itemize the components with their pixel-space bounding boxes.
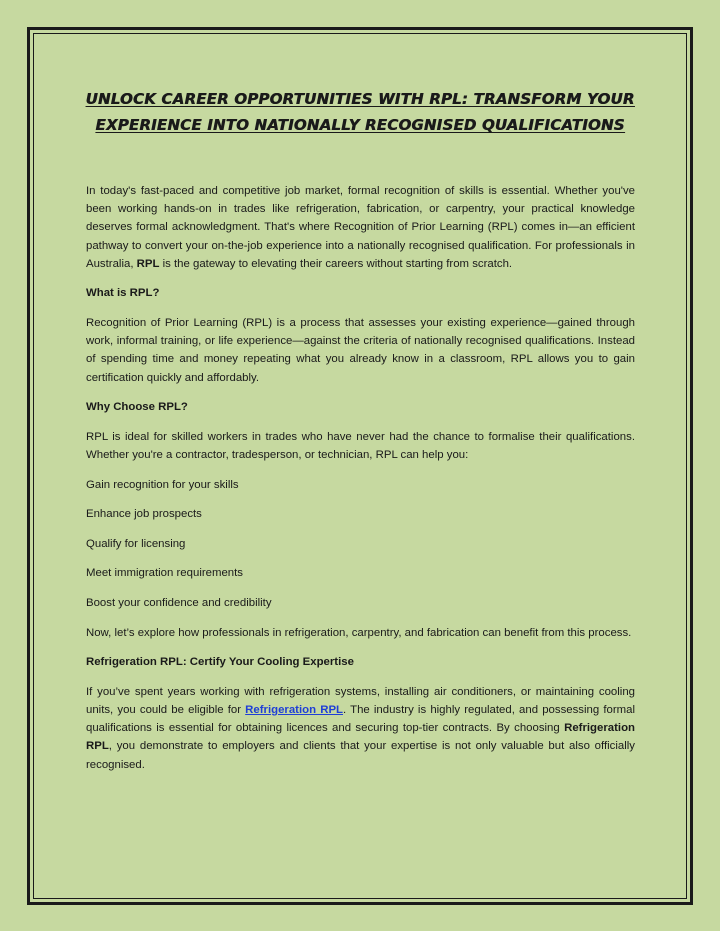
explore-paragraph: Now, let’s explore how professionals in refrigeration, carpentry, and fabrication can benefit from this process. xyxy=(86,626,632,639)
benefit-item: Enhance job prospects xyxy=(86,508,202,521)
what-is-paragraph: Recognition of Prior Learning (RPL) is a process that assesses your existing experience—gained through work, informal training, or life experience—against the criteria of nationally recognised qualifications. Instead of spending time and money repeating what you already know in a classroom, RPL allows you to gain certification quickly and affordably. xyxy=(86,317,635,384)
page-title: UNLOCK CAREER OPPORTUNITIES WITH RPL: TRANSFORM YOUR EXPERIENCE INTO NATIONALLY RECOGNISED QUALIFICATIONS xyxy=(85,90,635,134)
refrigeration-text-middle: . The industry is highly regulated, and possessing formal qualifications is essential for obtaining licences and securing top-tier contracts. By choosing xyxy=(86,703,635,735)
refrigeration-text-end: , you demonstrate to employers and clients that your expertise is not only valuable but also officially recognised. xyxy=(86,740,635,771)
intro-text-end: is the gateway to elevating their careers without starting from scratch. xyxy=(159,257,513,270)
intro-text: In today's fast-paced and competitive job market, formal recognition of skills is essential. Whether you've been working hands-on in trades like refrigeration, fabrication, or carpentry, your practical knowledge deserves formal acknowledgment. That's where Recognition of Prior Learning (RPL) comes in—an efficient pathway to convert your on-the-job experience into a nationally recognised qualification. For professionals in Australia, xyxy=(86,185,635,270)
refrigeration-heading: Refrigeration RPL: Certify Your Cooling Expertise xyxy=(86,656,354,669)
benefit-item: Qualify for licensing xyxy=(86,537,186,550)
what-is-heading: What is RPL? xyxy=(86,287,160,300)
intro-bold-rpl: RPL xyxy=(136,257,160,270)
benefit-item: Meet immigration requirements xyxy=(86,567,243,580)
article-body xyxy=(86,182,635,785)
refrigeration-paragraph xyxy=(86,683,635,774)
benefit-item: Gain recognition for your skills xyxy=(86,478,239,491)
why-choose-heading: Why Choose RPL? xyxy=(86,401,188,414)
benefit-item: Boost your confidence and credibility xyxy=(86,596,272,609)
intro-paragraph xyxy=(86,182,635,273)
refrigeration-bold: Refrigeration RPL xyxy=(86,722,635,753)
refrigeration-text: If you’ve spent years working with refrigeration systems, installing air conditioners, or maintaining cooling units, you could be eligible for xyxy=(86,685,635,716)
refrigeration-rpl-link[interactable]: Refrigeration RPL xyxy=(245,703,343,716)
why-choose-paragraph: RPL is ideal for skilled workers in trades who have never had the chance to formalise their qualifications. Whether you're a contractor, tradesperson, or technician, RPL can help you: xyxy=(86,430,635,461)
